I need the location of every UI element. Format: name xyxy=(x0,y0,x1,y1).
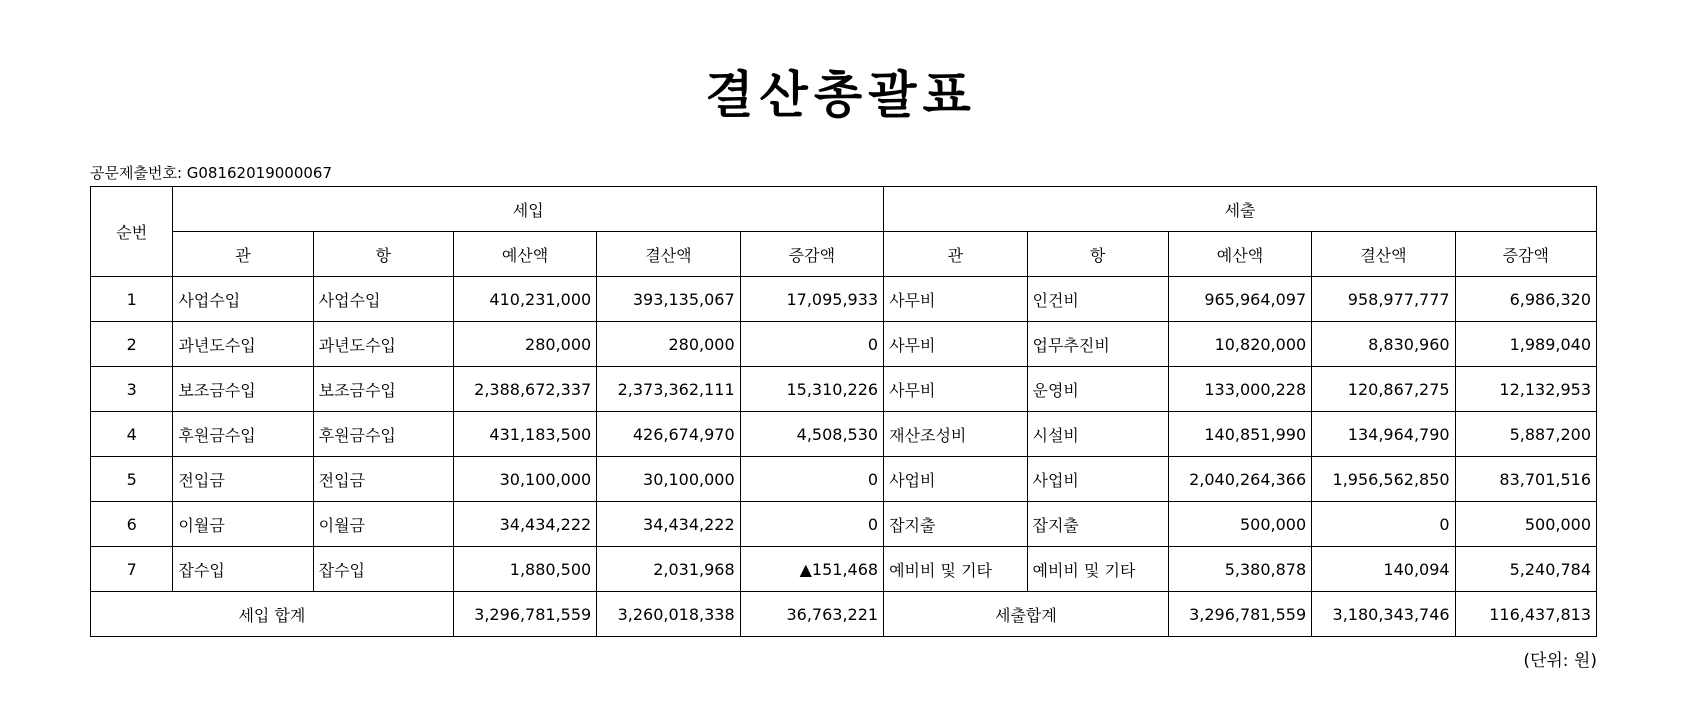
cell-in-hang: 이월금 xyxy=(313,502,453,547)
cell-no: 2 xyxy=(91,322,173,367)
cell-in-budget: 280,000 xyxy=(453,322,596,367)
header-income: 세입 xyxy=(173,187,884,232)
cell-in-gwan: 잡수입 xyxy=(173,547,313,592)
cell-in-settled: 34,434,222 xyxy=(597,502,740,547)
cell-ex-budget: 10,820,000 xyxy=(1168,322,1311,367)
cell-ex-hang: 업무추진비 xyxy=(1027,322,1168,367)
total-in-budget: 3,296,781,559 xyxy=(453,592,596,637)
header-in-diff: 증감액 xyxy=(740,232,883,277)
header-in-hang: 항 xyxy=(313,232,453,277)
cell-no: 5 xyxy=(91,457,173,502)
cell-ex-gwan: 사무비 xyxy=(884,277,1027,322)
cell-in-hang: 후원금수입 xyxy=(313,412,453,457)
cell-ex-budget: 2,040,264,366 xyxy=(1168,457,1311,502)
header-expense: 세출 xyxy=(884,187,1597,232)
cell-in-settled: 280,000 xyxy=(597,322,740,367)
cell-ex-budget: 5,380,878 xyxy=(1168,547,1311,592)
cell-in-budget: 2,388,672,337 xyxy=(453,367,596,412)
cell-ex-settled: 120,867,275 xyxy=(1312,367,1455,412)
cell-in-gwan: 과년도수입 xyxy=(173,322,313,367)
cell-ex-budget: 500,000 xyxy=(1168,502,1311,547)
cell-no: 7 xyxy=(91,547,173,592)
cell-ex-settled: 0 xyxy=(1312,502,1455,547)
cell-in-budget: 410,231,000 xyxy=(453,277,596,322)
cell-ex-gwan: 사무비 xyxy=(884,367,1027,412)
cell-in-gwan: 사업수입 xyxy=(173,277,313,322)
income-total-label: 세입 합계 xyxy=(91,592,454,637)
cell-ex-hang: 사업비 xyxy=(1027,457,1168,502)
cell-in-budget: 1,880,500 xyxy=(453,547,596,592)
cell-ex-diff: 500,000 xyxy=(1455,502,1596,547)
cell-in-gwan: 보조금수입 xyxy=(173,367,313,412)
table-row xyxy=(91,502,1597,547)
cell-in-hang: 보조금수입 xyxy=(313,367,453,412)
cell-in-gwan: 후원금수입 xyxy=(173,412,313,457)
cell-in-diff: 17,095,933 xyxy=(740,277,883,322)
cell-ex-diff: 5,240,784 xyxy=(1455,547,1596,592)
cell-in-gwan: 이월금 xyxy=(173,502,313,547)
totals-row xyxy=(91,592,1597,637)
cell-no: 1 xyxy=(91,277,173,322)
header-row-1 xyxy=(91,187,1597,232)
cell-in-budget: 431,183,500 xyxy=(453,412,596,457)
cell-ex-diff: 5,887,200 xyxy=(1455,412,1596,457)
cell-in-budget: 34,434,222 xyxy=(453,502,596,547)
expense-total-label: 세출합계 xyxy=(884,592,1169,637)
table-row xyxy=(91,322,1597,367)
cell-ex-hang: 인건비 xyxy=(1027,277,1168,322)
total-in-settled: 3,260,018,338 xyxy=(597,592,740,637)
cell-in-settled: 426,674,970 xyxy=(597,412,740,457)
cell-ex-hang: 예비비 및 기타 xyxy=(1027,547,1168,592)
cell-in-diff: 0 xyxy=(740,502,883,547)
cell-in-diff: 4,508,530 xyxy=(740,412,883,457)
cell-ex-diff: 1,989,040 xyxy=(1455,322,1596,367)
header-in-settled: 결산액 xyxy=(597,232,740,277)
cell-in-settled: 2,031,968 xyxy=(597,547,740,592)
total-ex-diff: 116,437,813 xyxy=(1455,592,1596,637)
cell-ex-budget: 133,000,228 xyxy=(1168,367,1311,412)
cell-in-settled: 30,100,000 xyxy=(597,457,740,502)
cell-ex-settled: 1,956,562,850 xyxy=(1312,457,1455,502)
settlement-table xyxy=(90,186,1597,637)
cell-in-diff: 0 xyxy=(740,322,883,367)
header-in-gwan: 관 xyxy=(173,232,313,277)
cell-ex-gwan: 재산조성비 xyxy=(884,412,1027,457)
cell-no: 4 xyxy=(91,412,173,457)
cell-ex-settled: 134,964,790 xyxy=(1312,412,1455,457)
cell-in-settled: 393,135,067 xyxy=(597,277,740,322)
cell-in-settled: 2,373,362,111 xyxy=(597,367,740,412)
cell-ex-gwan: 사업비 xyxy=(884,457,1027,502)
cell-in-budget: 30,100,000 xyxy=(453,457,596,502)
header-ex-gwan: 관 xyxy=(884,232,1027,277)
header-ex-settled: 결산액 xyxy=(1312,232,1455,277)
cell-ex-hang: 잡지출 xyxy=(1027,502,1168,547)
header-in-budget: 예산액 xyxy=(453,232,596,277)
document-number: 공문제출번호: G08162019000067 xyxy=(90,164,332,182)
total-in-diff: 36,763,221 xyxy=(740,592,883,637)
cell-ex-budget: 965,964,097 xyxy=(1168,277,1311,322)
cell-in-hang: 과년도수입 xyxy=(313,322,453,367)
cell-ex-settled: 958,977,777 xyxy=(1312,277,1455,322)
table-row xyxy=(91,412,1597,457)
header-ex-budget: 예산액 xyxy=(1168,232,1311,277)
unit-note: (단위: 원) xyxy=(1523,651,1597,671)
header-row-2 xyxy=(91,232,1597,277)
cell-ex-gwan: 사무비 xyxy=(884,322,1027,367)
cell-in-hang: 잡수입 xyxy=(313,547,453,592)
cell-ex-budget: 140,851,990 xyxy=(1168,412,1311,457)
cell-ex-diff: 83,701,516 xyxy=(1455,457,1596,502)
cell-no: 3 xyxy=(91,367,173,412)
cell-in-gwan: 전입금 xyxy=(173,457,313,502)
header-ex-diff: 증감액 xyxy=(1455,232,1596,277)
table-row xyxy=(91,367,1597,412)
header-no: 순번 xyxy=(91,187,173,277)
table-row xyxy=(91,277,1597,322)
page-title: 결산총괄표 xyxy=(705,66,977,124)
cell-ex-gwan: 예비비 및 기타 xyxy=(884,547,1027,592)
total-ex-budget: 3,296,781,559 xyxy=(1168,592,1311,637)
cell-ex-settled: 8,830,960 xyxy=(1312,322,1455,367)
cell-ex-hang: 시설비 xyxy=(1027,412,1168,457)
cell-ex-settled: 140,094 xyxy=(1312,547,1455,592)
cell-in-hang: 전입금 xyxy=(313,457,453,502)
cell-in-hang: 사업수입 xyxy=(313,277,453,322)
cell-ex-diff: 6,986,320 xyxy=(1455,277,1596,322)
cell-in-diff: 15,310,226 xyxy=(740,367,883,412)
cell-no: 6 xyxy=(91,502,173,547)
cell-ex-diff: 12,132,953 xyxy=(1455,367,1596,412)
table-row xyxy=(91,547,1597,592)
cell-ex-hang: 운영비 xyxy=(1027,367,1168,412)
header-ex-hang: 항 xyxy=(1027,232,1168,277)
cell-in-diff: 0 xyxy=(740,457,883,502)
cell-in-diff: ▲151,468 xyxy=(740,547,883,592)
total-ex-settled: 3,180,343,746 xyxy=(1312,592,1455,637)
cell-ex-gwan: 잡지출 xyxy=(884,502,1027,547)
table-row xyxy=(91,457,1597,502)
